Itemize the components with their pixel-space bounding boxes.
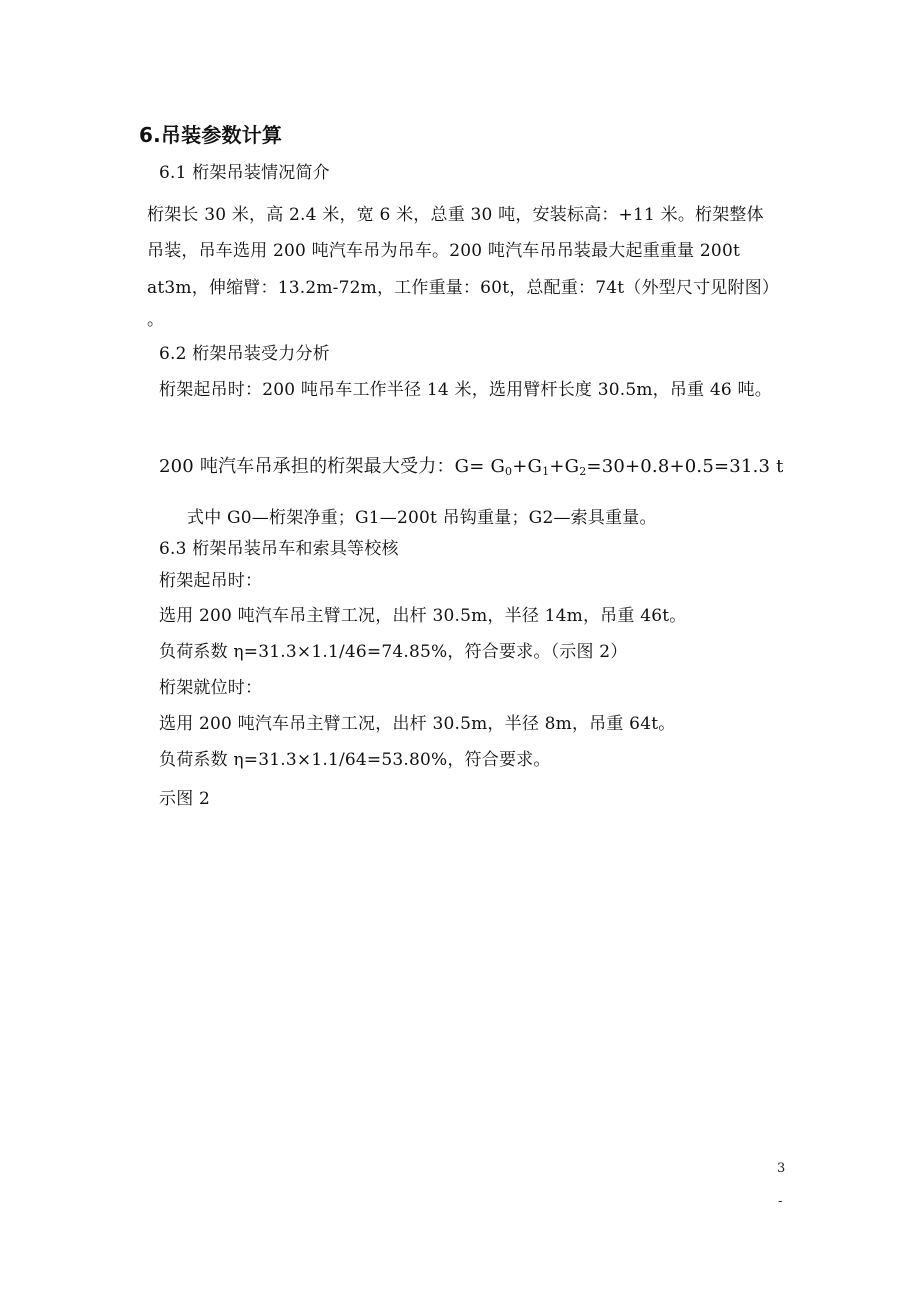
subsection-6-2-title: 6.2 桁架吊装受力分析 — [159, 344, 330, 364]
formula-subscript: 0 — [505, 465, 513, 478]
page-number: 3 — [777, 1161, 786, 1176]
lift-load-factor: 负荷系数 η=31.3×1.1/46=74.85%，符合要求。（示图 2） — [159, 642, 628, 662]
formula-subscript: 2 — [579, 465, 587, 478]
place-load-factor: 负荷系数 η=31.3×1.1/64=53.80%，符合要求。 — [159, 750, 551, 770]
section-heading: 6.吊装参数计算 — [139, 123, 283, 147]
load-formula — [159, 456, 784, 478]
place-choice: 选用 200 吨汽车吊主臂工况，出杆 30.5m，半径 8m，吊重 64t。 — [159, 714, 676, 734]
paragraph-line: 吊装，吊车选用 200 吨汽车吊为吊车。200 吨汽车吊吊装最大起重重量 200t — [147, 241, 740, 261]
formula-legend: 式中 G0—桁架净重；G1—200t 吊钩重量；G2—索具重量。 — [187, 508, 657, 528]
subsection-6-1-title: 6.1 桁架吊装情况简介 — [159, 163, 330, 183]
paragraph-line: 桁架起吊时：200 吨吊车工作半径 14 米，选用臂杆长度 30.5m，吊重 46 吨。 — [159, 380, 772, 400]
lift-label: 桁架起吊时： — [159, 571, 263, 591]
formula-subscript: 1 — [542, 465, 550, 478]
formula-prefix: 200 吨汽车吊承担的桁架最大受力：G= G — [159, 456, 506, 477]
paragraph-line: 桁架长 30 米，高 2.4 米，宽 6 米，总重 30 吨，安装标高：+11 米。桁架整体 — [147, 205, 764, 225]
page-mark: - — [778, 1194, 783, 1209]
formula-suffix: =30+0.8+0.5=31.3 t — [586, 456, 784, 477]
subsection-6-3-title: 6.3 桁架吊装吊车和索具等校核 — [159, 539, 399, 559]
formula-part: +G — [512, 456, 543, 477]
figure-reference: 示图 2 — [159, 789, 211, 809]
paragraph-line: 。 — [147, 310, 165, 330]
place-label: 桁架就位时： — [159, 678, 263, 698]
paragraph-line: at3m，伸缩臂：13.2m-72m，工作重量：60t，总配重：74t（外型尺寸见附图） — [147, 278, 780, 298]
lift-choice: 选用 200 吨汽车吊主臂工况，出杆 30.5m，半径 14m，吊重 46t。 — [159, 606, 687, 626]
formula-part: +G — [549, 456, 580, 477]
